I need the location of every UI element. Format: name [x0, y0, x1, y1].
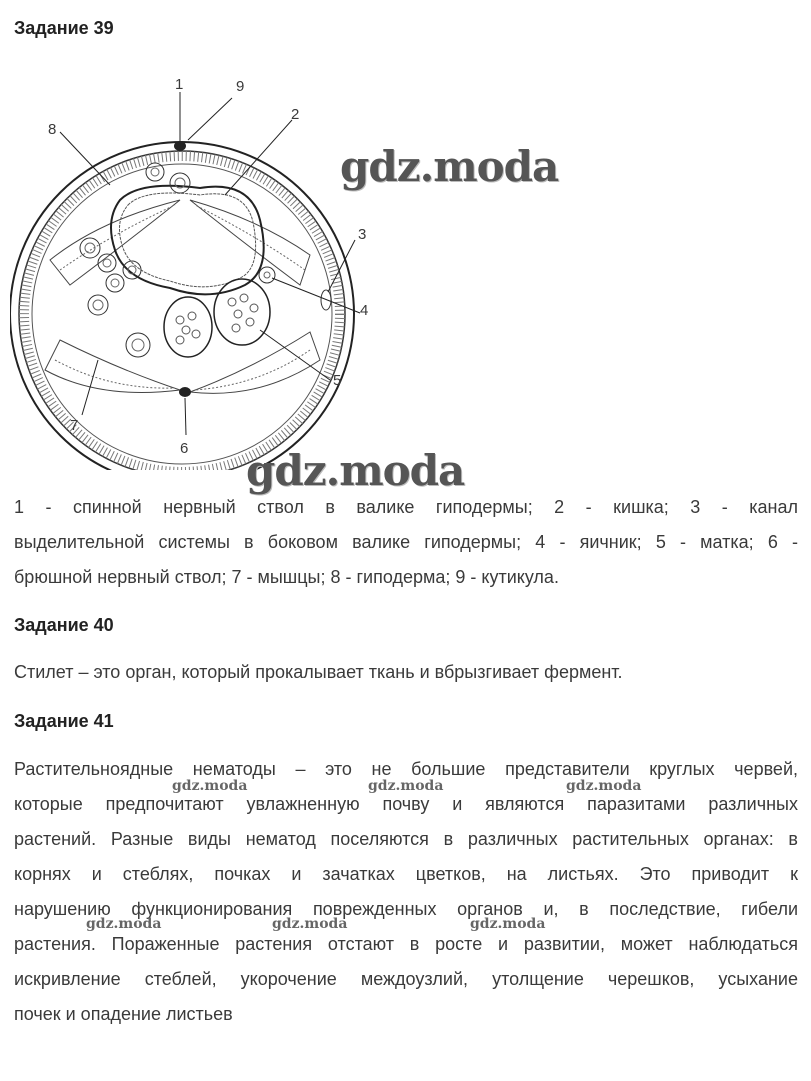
- figure-label-7: 7: [70, 417, 79, 434]
- figure-label-8: 8: [48, 121, 57, 138]
- task-40-answer: Стилет – это орган, который прокалывает ткань и вбрызгивает фермент.: [14, 662, 623, 682]
- task-41-heading: Задание 41: [14, 711, 114, 731]
- cross-section-svg: [10, 70, 390, 470]
- figure-label-2: 2: [291, 106, 300, 123]
- task-40-heading: Задание 40: [14, 615, 114, 635]
- answer-line: почек и опадение листьев: [14, 1004, 233, 1024]
- task-41-answer: [14, 752, 798, 1032]
- caption-line: 1 - спинной нервный ствол в валике гиподермы; 2 - кишка; 3 - канал: [14, 497, 798, 517]
- watermark-small: gdz.moda: [86, 916, 162, 932]
- nematode-cross-section-figure: [10, 70, 390, 470]
- watermark-small: gdz.moda: [566, 778, 642, 794]
- caption-line: брюшной нервный ствол; 7 - мышцы; 8 - гиподерма; 9 - кутикула.: [14, 567, 559, 587]
- figure-label-5: 5: [333, 372, 342, 389]
- watermark-small: gdz.moda: [272, 916, 348, 932]
- caption-line: выделительной системы в боковом валике гиподермы; 4 - яичник; 5 - матка; 6 -: [14, 532, 798, 552]
- answer-line: Растительноядные нематоды – это не большие представители круглых червей,: [14, 759, 798, 779]
- watermark-small: gdz.moda: [172, 778, 248, 794]
- answer-line: растения. Пораженные растения отстают в росте и развитии, может наблюдаться: [14, 934, 798, 954]
- task-39-caption: [14, 490, 798, 595]
- watermark-logo: gdz.moda: [246, 446, 465, 495]
- watermark-logo: gdz.moda: [340, 142, 559, 191]
- answer-line: искривление стеблей, укорочение междоузлий, утолщение черешков, усыхание: [14, 969, 798, 989]
- figure-label-9: 9: [236, 78, 245, 95]
- answer-line: которые предпочитают увлажненную почву и являются паразитами различных: [14, 794, 798, 814]
- answer-line: корнях и стеблях, почках и зачатках цветков, на листьях. Это приводит к: [14, 864, 798, 884]
- figure-label-6: 6: [180, 440, 189, 457]
- watermark-small: gdz.moda: [470, 916, 546, 932]
- figure-label-3: 3: [358, 226, 367, 243]
- answer-line: растений. Разные виды нематод поселяются в различных растительных органах: в: [14, 829, 798, 849]
- figure-label-4: 4: [360, 302, 369, 319]
- watermark-small: gdz.moda: [368, 778, 444, 794]
- answer-line: нарушению функционирования поврежденных органов и, в последствие, гибели: [14, 899, 798, 919]
- task-39-heading: Задание 39: [14, 18, 114, 38]
- figure-label-1: 1: [175, 76, 184, 93]
